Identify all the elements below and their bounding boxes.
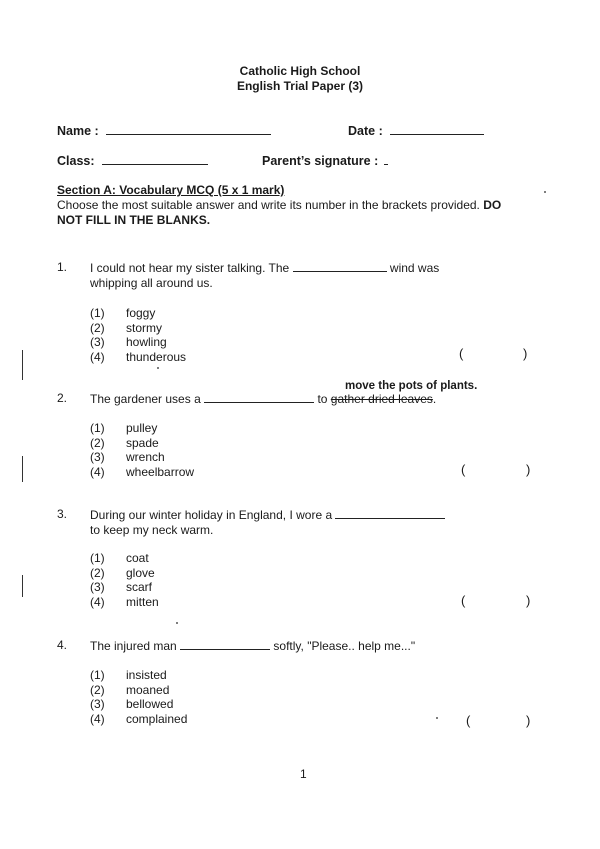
option-number: (2)	[90, 435, 105, 450]
option-text: insisted	[126, 668, 167, 682]
question-1-text	[90, 260, 439, 291]
name-field	[57, 123, 271, 138]
option-number: (4)	[90, 464, 105, 479]
option	[90, 580, 159, 595]
answer-bracket-open: (	[459, 346, 464, 361]
question-2-options	[90, 421, 194, 479]
answer-bracket-close[interactable]: )	[526, 713, 531, 728]
option-text: stormy	[126, 320, 162, 335]
answer-bracket-close[interactable]: )	[526, 593, 531, 608]
option-number: (2)	[90, 565, 105, 580]
option-number: (2)	[90, 320, 105, 335]
signature-field	[262, 153, 388, 168]
name-label: Name :	[57, 124, 99, 138]
question-number: 3.	[57, 507, 68, 521]
instruction-text: Choose the most suitable answer and write its number in the brackets provided.	[57, 198, 480, 212]
option-number: (3)	[90, 697, 105, 711]
option-number: (1)	[90, 421, 105, 435]
option	[90, 350, 186, 365]
question-4-stem-end: softly, "Please.. help me..."	[273, 639, 416, 653]
option	[90, 465, 194, 480]
signature-blank	[384, 153, 388, 165]
option-number: (2)	[90, 682, 105, 697]
option-number: (4)	[90, 349, 105, 364]
answer-bracket-close[interactable]: )	[526, 462, 531, 477]
option-text: mitten	[126, 594, 159, 609]
option	[90, 436, 194, 451]
scan-speck	[176, 622, 178, 624]
option-number: (4)	[90, 594, 105, 609]
option-text: scarf	[126, 580, 153, 594]
option-number: (4)	[90, 711, 105, 726]
answer-bracket-open: (	[461, 462, 466, 477]
struck-text: gather dried leaves	[330, 392, 433, 406]
date-label: Date :	[348, 124, 383, 138]
question-number: 1.	[57, 260, 68, 274]
margin-mark	[22, 575, 23, 597]
question-2-period: .	[432, 392, 437, 406]
option-text: complained	[126, 711, 188, 726]
paper-title: English Trial Paper (3)	[236, 79, 364, 93]
option	[90, 712, 187, 727]
option	[90, 683, 187, 698]
option-text: bellowed	[126, 697, 174, 711]
option-text: glove	[126, 565, 155, 580]
answer-blank	[204, 391, 314, 403]
answer-blank	[293, 260, 387, 272]
option-text: moaned	[126, 682, 170, 697]
question-1-stem-line2: whipping all around us.	[90, 276, 213, 290]
option	[90, 321, 186, 336]
question-1-options	[90, 306, 186, 364]
option	[90, 306, 186, 321]
option-text: wrench	[126, 450, 165, 464]
handwritten-correction: move the pots of plants.	[345, 380, 478, 392]
question-number: 4.	[57, 638, 68, 652]
signature-label: Parent’s signature :	[262, 154, 379, 168]
scan-speck	[157, 367, 159, 369]
class-field	[57, 153, 208, 168]
option-number: (3)	[90, 580, 105, 594]
option	[90, 697, 187, 712]
class-label: Class:	[57, 154, 95, 168]
option-text: foggy	[126, 306, 156, 320]
option	[90, 566, 159, 581]
page-number: 1	[300, 767, 307, 781]
option-number: (1)	[90, 306, 105, 320]
question-3-stem-line2: to keep my neck warm.	[90, 523, 214, 537]
option-number: (3)	[90, 335, 105, 349]
margin-mark	[22, 456, 23, 482]
option-text: howling	[126, 335, 167, 349]
option	[90, 668, 187, 683]
question-3-stem: During our winter holiday in England, I wore a	[90, 508, 333, 522]
option	[90, 421, 194, 436]
option	[90, 450, 194, 465]
answer-blank	[335, 507, 445, 519]
class-blank	[102, 153, 208, 165]
section-instruction	[57, 198, 557, 228]
question-4-options	[90, 668, 187, 726]
option-number: (3)	[90, 450, 105, 464]
option	[90, 335, 186, 350]
option-number: (1)	[90, 668, 105, 682]
question-number: 2.	[57, 391, 68, 405]
scan-speck	[544, 191, 546, 193]
option-text: pulley	[126, 421, 158, 435]
scan-speck	[436, 717, 438, 719]
option	[90, 551, 159, 566]
question-1-stem: I could not hear my sister talking. The	[90, 261, 290, 275]
answer-bracket-close[interactable]: )	[523, 346, 528, 361]
option-text: wheelbarrow	[126, 464, 195, 479]
question-2-stem: The gardener uses a	[90, 392, 201, 406]
instruction-bold-1: DO	[483, 198, 502, 212]
question-3-options	[90, 551, 159, 609]
option-text: coat	[126, 551, 149, 565]
answer-blank	[180, 638, 270, 650]
option-number: (1)	[90, 551, 105, 565]
answer-bracket-open: (	[466, 713, 471, 728]
section-title: Section A: Vocabulary MCQ (5 x 1 mark)	[57, 183, 285, 197]
option	[90, 595, 159, 610]
question-4-text	[90, 638, 415, 654]
question-2-text	[90, 391, 436, 407]
name-blank	[106, 123, 271, 135]
school-name: Catholic High School	[239, 64, 361, 78]
question-4-stem: The injured man	[90, 639, 177, 653]
instruction-bold-2: NOT FILL IN THE BLANKS.	[57, 213, 211, 227]
option-text: thunderous	[126, 349, 187, 364]
date-blank	[390, 123, 484, 135]
date-field	[348, 123, 484, 138]
question-2-stem-to: to	[317, 392, 328, 406]
answer-bracket-open: (	[461, 593, 466, 608]
question-1-stem-end: wind was	[389, 261, 440, 275]
margin-mark	[22, 350, 23, 380]
question-3-text	[90, 507, 445, 538]
option-text: spade	[126, 435, 159, 450]
